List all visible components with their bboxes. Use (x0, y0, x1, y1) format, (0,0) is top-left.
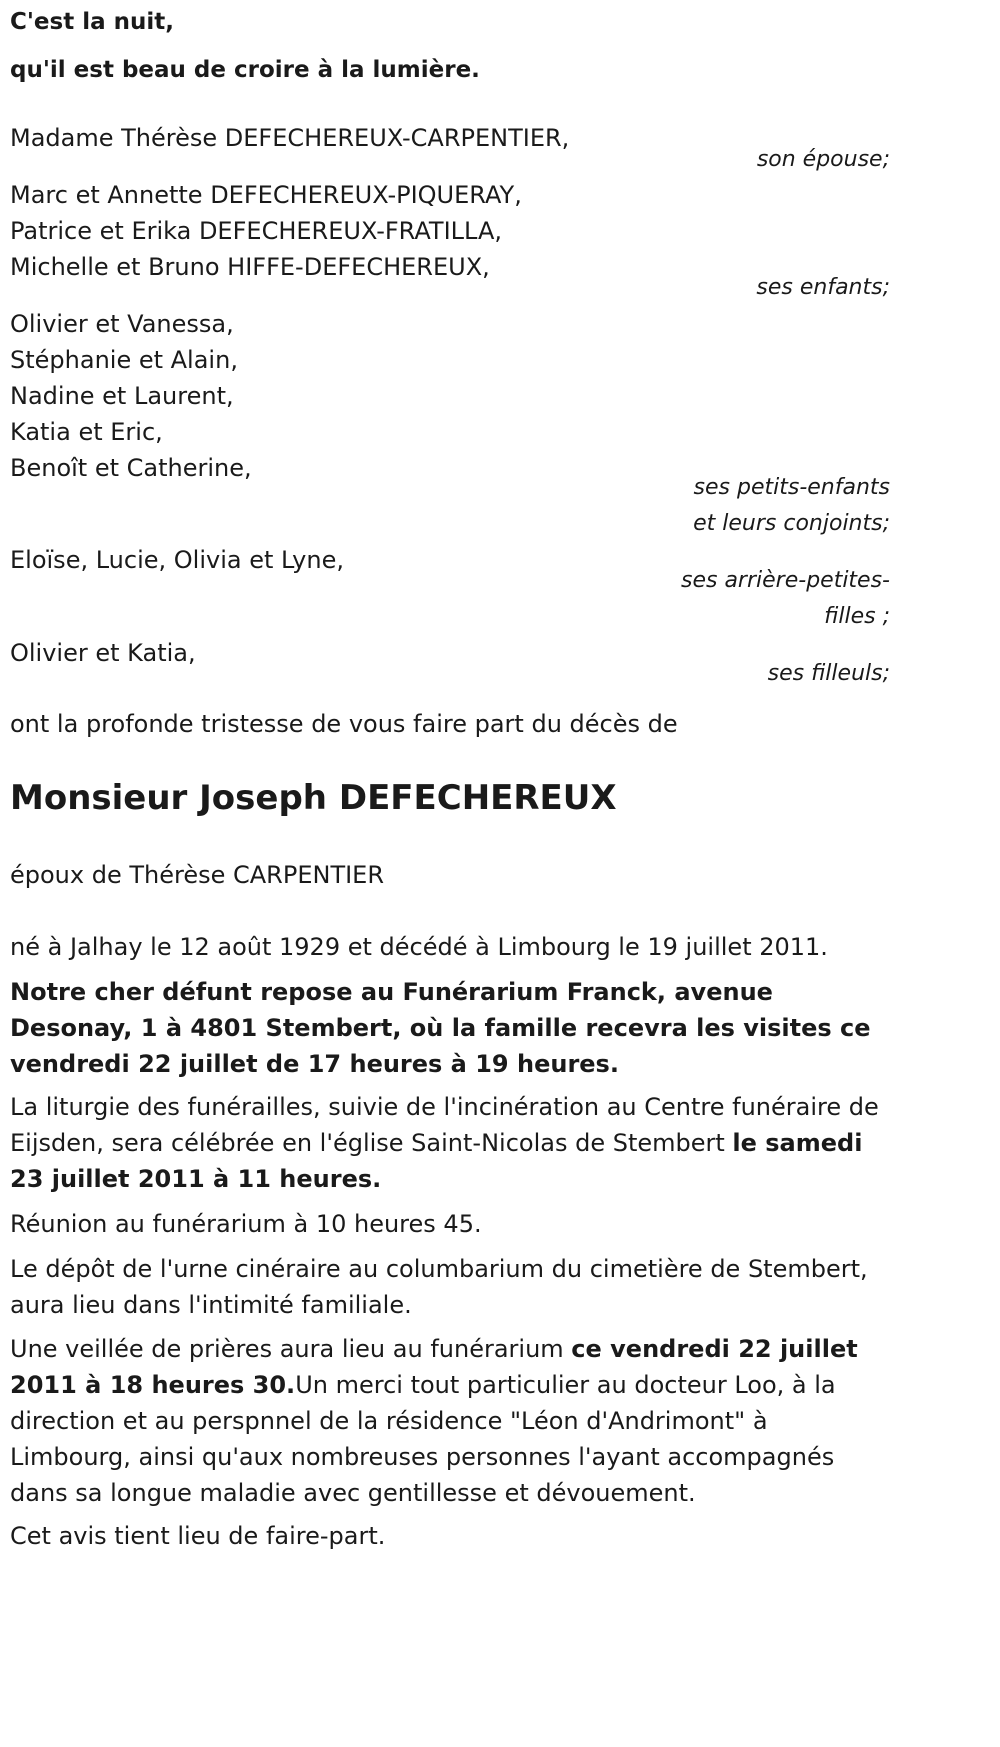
announcement: ont la profonde tristesse de vous faire part du décès de (10, 710, 678, 738)
thanks-text: Un merci tout particulier au docteur Loo, à la direction et au perspnnel de la résidence "Léon d'Andrimont" à Limbourg, ainsi qu'aux nombreuses personnes l'ayant accompagnés dans sa longue maladie avec gentillesse et dévouement. (10, 1371, 836, 1507)
liturgy-text: La liturgie des funérailles, suivie de l'incinération au Centre funéraire de Eijsden, sera célébrée en l'église Saint-Nicolas de Stembert (10, 1093, 879, 1157)
godchildren-role: ses filleuls; (767, 661, 890, 686)
vigil-date: ce vendredi 22 juillet 2011 à 18 heures 30. (10, 1335, 858, 1399)
children-role: ses enfants; (756, 275, 890, 300)
grandchildren-role: ses petits-enfants (693, 475, 890, 500)
liturgy-paragraph (10, 1089, 890, 1197)
vigil-text: Une veillée de prières aura lieu au funérarium (10, 1335, 572, 1363)
spouse-name: Madame Thérèse DEFECHEREUX-CARPENTIER, (10, 124, 570, 152)
godchildren: Olivier et Katia, (10, 639, 196, 667)
family-member: Katia et Eric, (10, 418, 163, 446)
grandchildren-list (10, 306, 252, 486)
visitation-text: Notre cher défunt repose au Funérarium Franck, avenue Desonay, 1 à 4801 Stembert, où la famille recevra les visites ce vendredi 22 juillet de 17 heures à 19 heures. (10, 978, 871, 1078)
spouse-of: époux de Thérèse CARPENTIER (10, 861, 385, 889)
epigraph-line: qu'il est beau de croire à la lumière. (10, 57, 480, 83)
family-member: Marc et Annette DEFECHEREUX-PIQUERAY, (10, 181, 522, 209)
epigraph (10, 2, 480, 90)
family-member: Michelle et Bruno HIFFE-DEFECHEREUX, (10, 253, 490, 281)
urn-paragraph: Le dépôt de l'urne cinéraire au columbarium du cimetière de Stembert, aura lieu dans l'intimité familiale. (10, 1255, 868, 1319)
great-grandchildren-role: ses arrière-petites- (681, 568, 890, 593)
children-list (10, 177, 522, 285)
vigil-paragraph (10, 1331, 890, 1511)
family-member: Nadine et Laurent, (10, 382, 234, 410)
meeting-text: Réunion au funérarium à 10 heures 45. (10, 1210, 482, 1238)
deceased-name: Monsieur Joseph DEFECHEREUX (10, 778, 617, 818)
great-grandchildren: Eloïse, Lucie, Olivia et Lyne, (10, 546, 344, 574)
family-member: Benoît et Catherine, (10, 454, 252, 482)
family-member: Stéphanie et Alain, (10, 346, 238, 374)
family-member: Olivier et Vanessa, (10, 310, 234, 338)
epigraph-line: C'est la nuit, (10, 9, 174, 35)
family-member: Patrice et Erika DEFECHEREUX-FRATILLA, (10, 217, 502, 245)
liturgy-date: le samedi 23 juillet 2011 à 11 heures. (10, 1129, 863, 1193)
grandchildren-role: et leurs conjoints; (693, 511, 890, 536)
spouse-role: son épouse; (756, 147, 890, 172)
great-grandchildren-role: filles ; (824, 604, 890, 629)
closing-text: Cet avis tient lieu de faire-part. (10, 1522, 386, 1550)
birth-death: né à Jalhay le 12 août 1929 et décédé à Limbourg le 19 juillet 2011. (10, 933, 828, 961)
visitation-paragraph (10, 974, 890, 1082)
